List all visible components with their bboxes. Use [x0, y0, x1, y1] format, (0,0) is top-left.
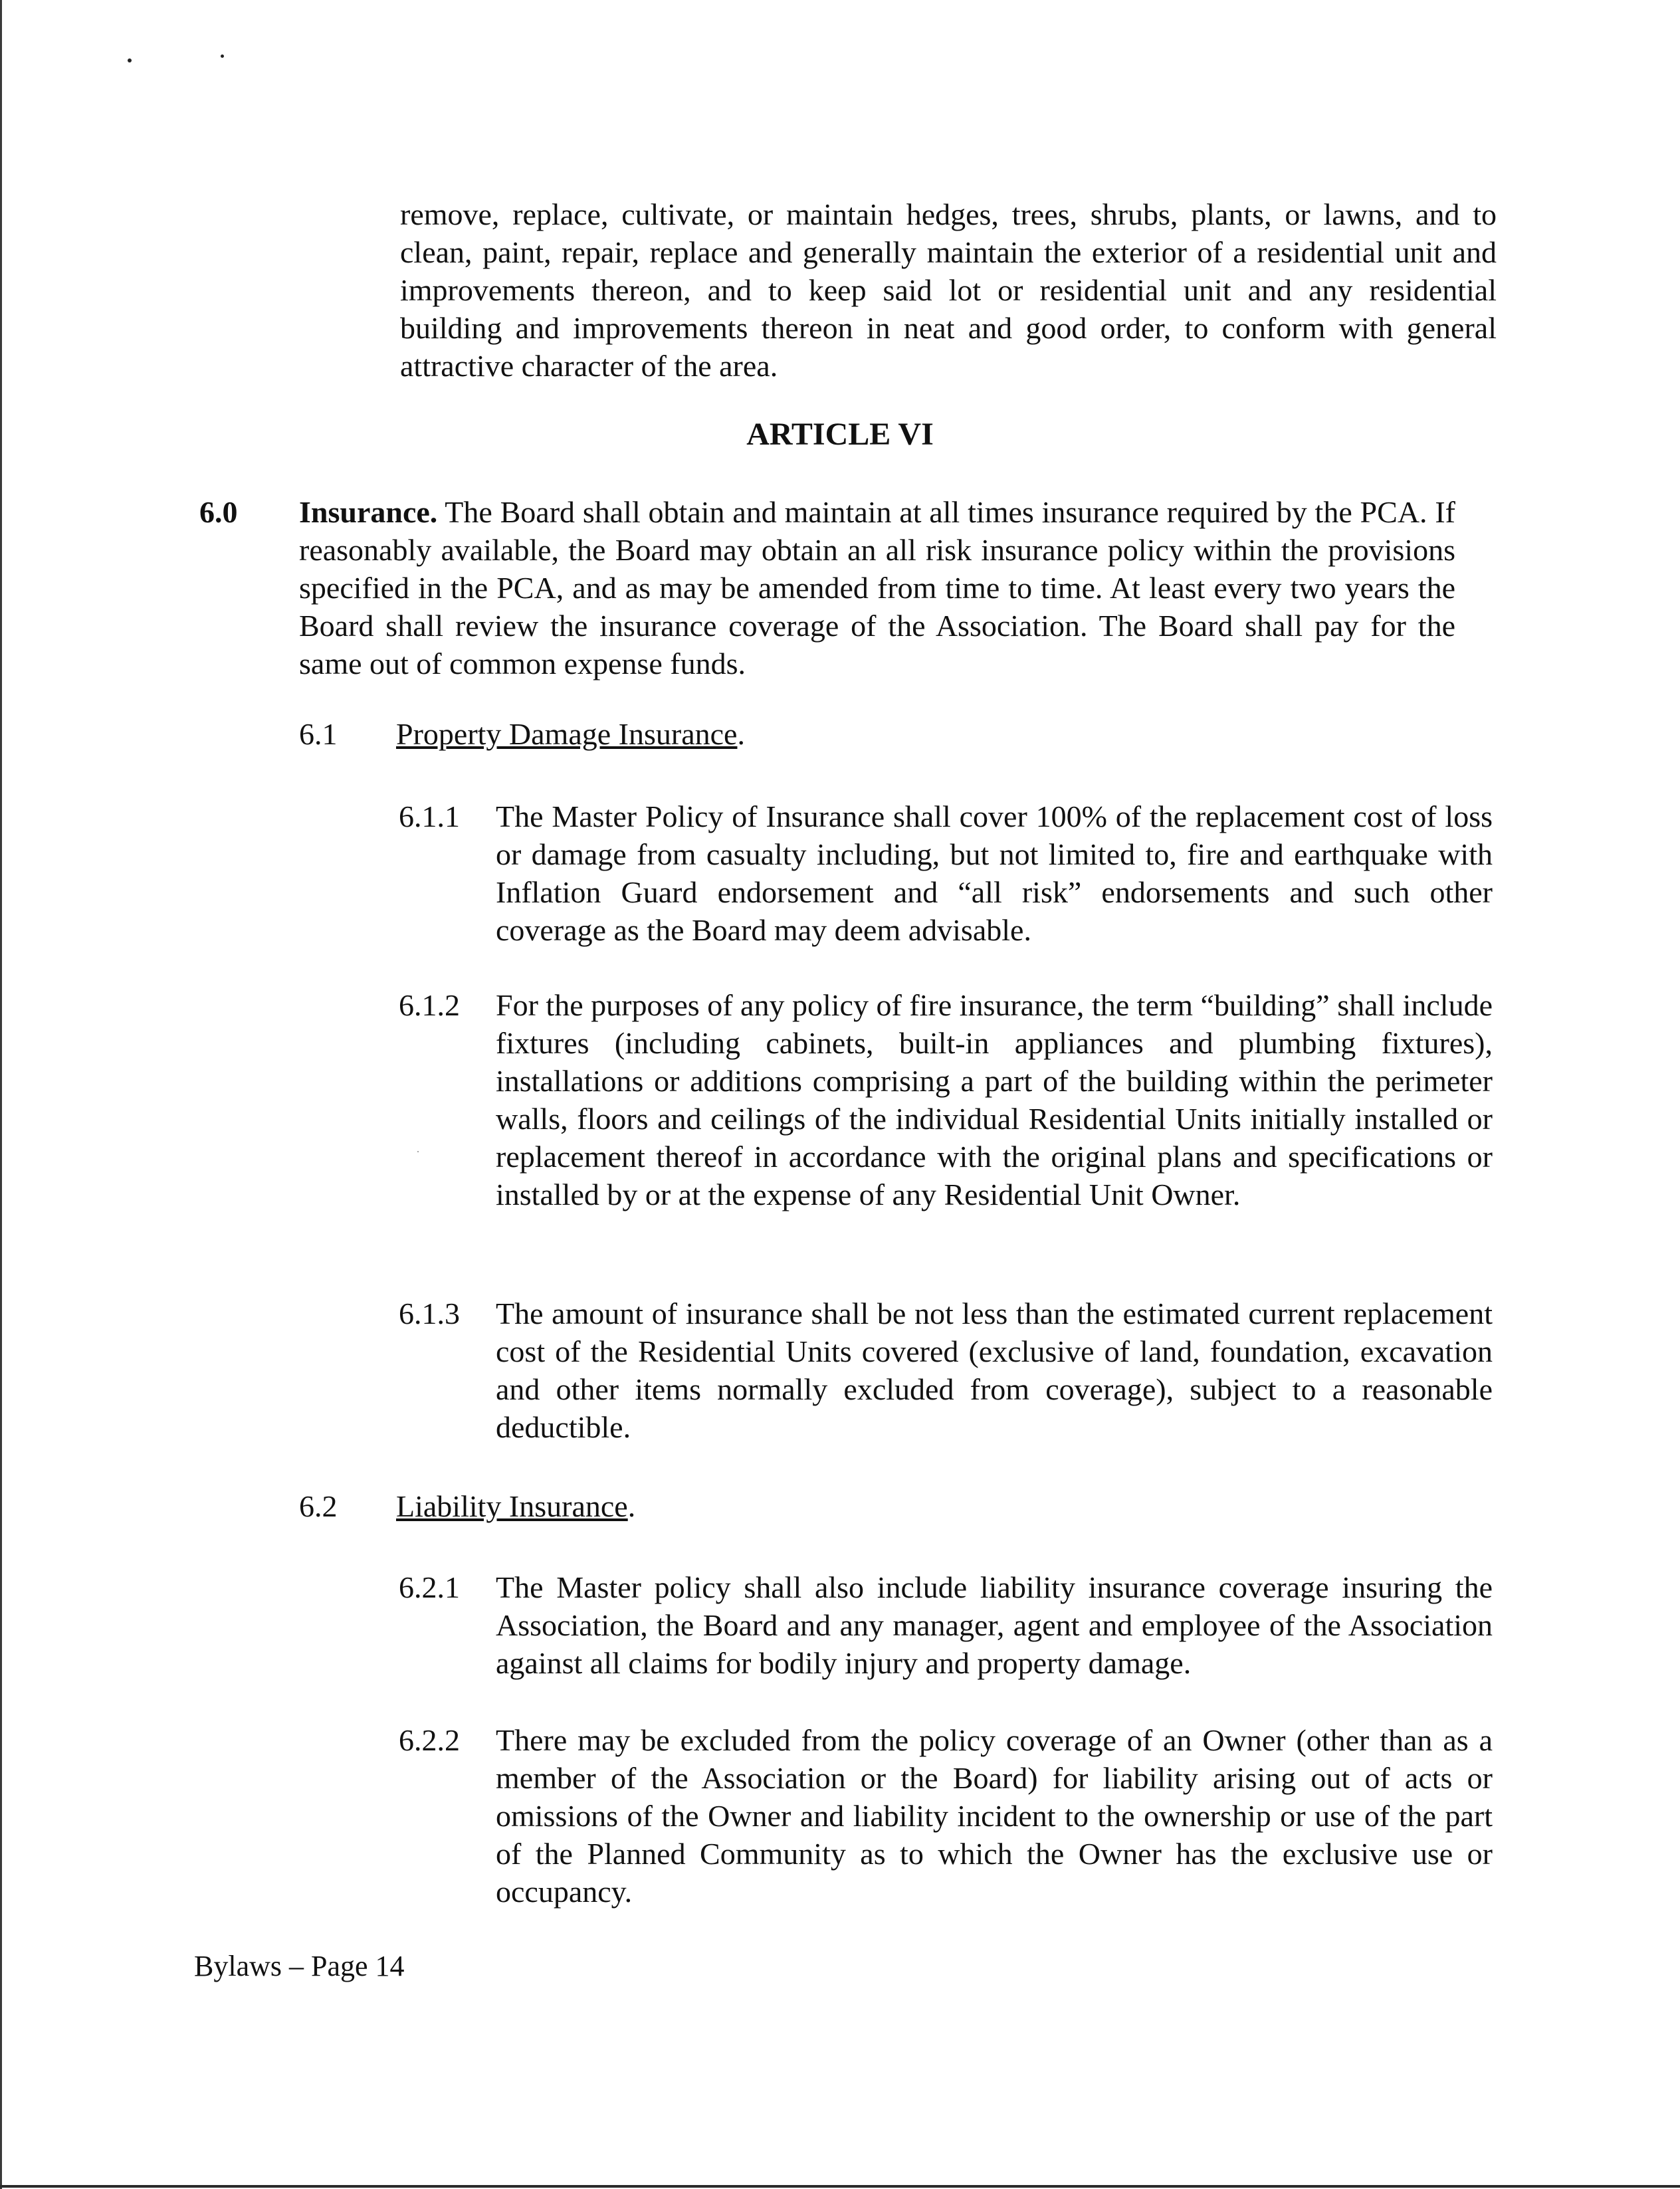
page-footer: Bylaws – Page 14 — [194, 1950, 405, 1982]
section-6-1-title-suffix: . — [737, 717, 745, 751]
section-6-1-number: 6.1 — [299, 717, 338, 751]
scan-speck — [221, 54, 224, 58]
section-6-1-title: Property Damage Insurance — [396, 717, 738, 751]
section-6-2-number: 6.2 — [299, 1489, 338, 1523]
scan-speck — [417, 1151, 419, 1152]
article-heading: ARTICLE VI — [746, 417, 934, 452]
scan-edge-left — [0, 0, 2, 2189]
subsection-6-1-2-text: For the purposes of any policy of fire insurance, the term “building” shall include fixtures (including cabinets, built-in appliances and plumbing fixtures), installations or additions comprising a part of the building within the perimeter walls, floors and ceilings of the individual Residential Units initially installed or replacement thereof in accordance with the original plans and specifications or installed by or at the expense of any Residential Unit Owner. — [496, 988, 1493, 1211]
section-6-2-title-suffix: . — [627, 1489, 636, 1523]
subsection-6-1-3-number: 6.1.3 — [399, 1297, 460, 1330]
subsection-6-2-2-number: 6.2.2 — [399, 1723, 460, 1757]
subsection-6-1-2-number: 6.1.2 — [399, 988, 460, 1022]
section-6-0-body — [299, 493, 1455, 682]
section-6-0-number: 6.0 — [199, 495, 238, 529]
section-6-1-heading — [396, 715, 745, 753]
section-6-0-text: The Board shall obtain and maintain at all times insurance required by the PCA. If reasonably available, the Board may obtain an all risk insurance policy within the provisions specified in the PCA, and as may be amended from time to time. At least every two years the Board shall review the insurance coverage of the Association. The Board shall pay for the same out of common expense funds. — [299, 495, 1455, 680]
subsection-6-2-1-number: 6.2.1 — [399, 1570, 460, 1604]
section-6-0-title: Insurance. — [299, 495, 438, 529]
section-6-2-heading — [396, 1487, 635, 1525]
subsection-6-1-1-text: The Master Policy of Insurance shall cover 100% of the replacement cost of loss or damage from casualty including, but not limited to, fire and earthquake with Inflation Guard endorsement and “all risk” endorsements and such other coverage as the Board may deem advisable. — [496, 799, 1493, 947]
scan-speck — [128, 58, 132, 62]
intro-paragraph: remove, replace, cultivate, or maintain hedges, trees, shrubs, plants, or lawns, and to clean, paint, repair, replace and generally maintain the exterior of a residential unit and improvements thereon, and to keep said lot or residential unit and any residential building and improvements thereon in neat and good order, to conform with general attractive character of the area. — [400, 197, 1497, 383]
scan-edge-bottom — [0, 2185, 1680, 2188]
subsection-6-2-1-text: The Master policy shall also include liability insurance coverage insuring the Association, the Board and any manager, agent and employee of the Association against all claims for bodily injury and property damage. — [496, 1570, 1493, 1680]
subsection-6-1-3-text: The amount of insurance shall be not less than the estimated current replacement cost of the Residential Units covered (exclusive of land, foundation, excavation and other items normally excluded from coverage), subject to a reasonable deductible. — [496, 1297, 1493, 1444]
section-6-2-title: Liability Insurance — [396, 1489, 628, 1523]
subsection-6-2-2-text: There may be excluded from the policy coverage of an Owner (other than as a member of the Association or the Board) for liability arising out of acts or omissions of the Owner and liability incident to the ownership or use of the part of the Planned Community as to which the Owner has the exclusive use or occupancy. — [496, 1723, 1493, 1909]
subsection-6-1-1-number: 6.1.1 — [399, 799, 460, 833]
